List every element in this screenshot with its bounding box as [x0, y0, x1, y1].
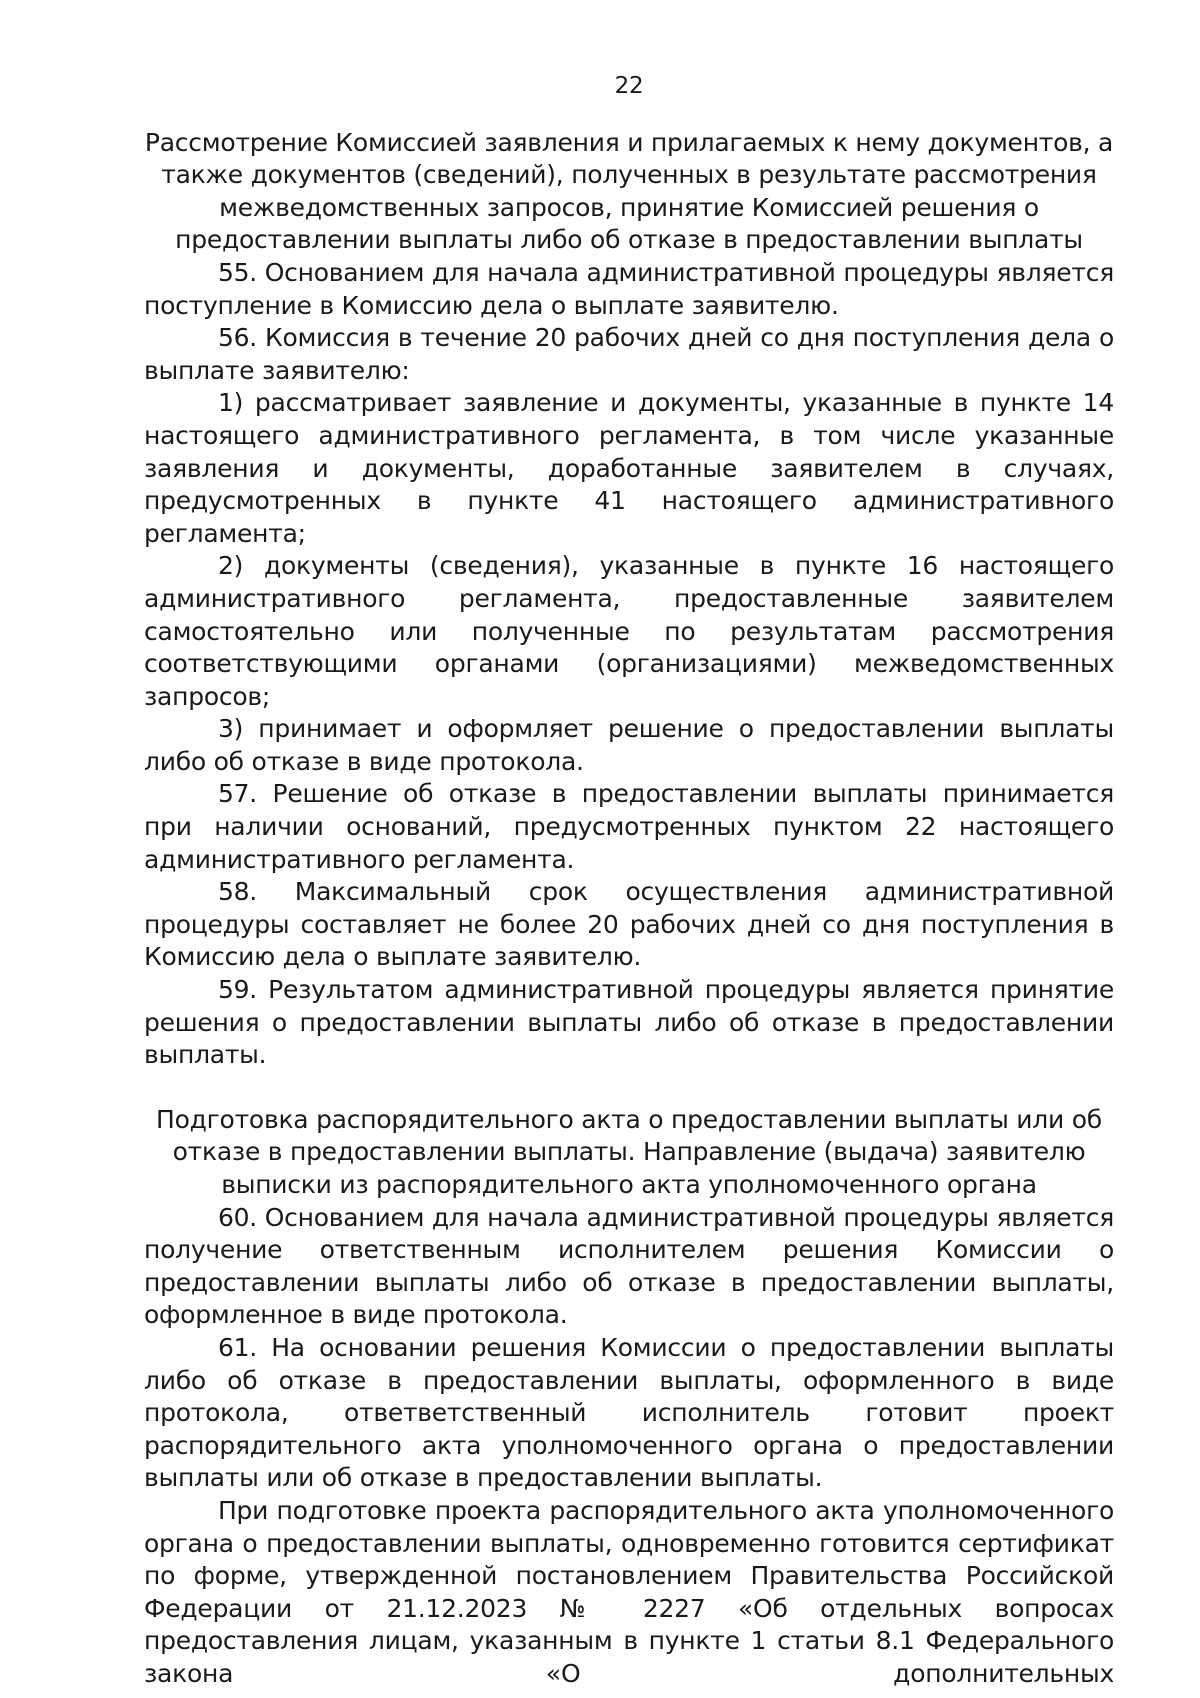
section-spacer: [144, 1072, 1114, 1104]
paragraph-56-item-2: 2) документы (сведения), указанные в пункте 16 настоящего административного регламента, предоставленные заявителем самостоятельно или полученные по результатам рассмотрения соответствующими органами (организациями) межведомственных запросов;: [144, 551, 1114, 711]
document-page: [144, 70, 1114, 1691]
paragraph-57: 57. Решение об отказе в предоставлении выплаты принимается при наличии оснований, предусмотренных пунктом 22 настоящего административного регламента.: [144, 779, 1114, 874]
paragraph-55: 55. Основанием для начала административной процедуры является поступление в Комиссию дела о выплате заявителю.: [144, 257, 1114, 320]
paragraph-56: 56. Комиссия в течение 20 рабочих дней со дня поступления дела о выплате заявителю:: [144, 323, 1114, 385]
paragraph-59: 59. Результатом административной процедуры является принятие решения о предоставлении выплаты либо об отказе в предоставлении выплаты.: [144, 975, 1114, 1070]
section-heading-act: Подготовка распорядительного акта о предоставлении выплаты или об отказе в предоставлении выплаты. Направление (выдача) заявителю выписки из распорядительного акта уполномоченного органа: [156, 1104, 1102, 1199]
paragraph-56-item-1: 1) рассматривает заявление и документы, указанные в пункте 14 настоящего административного регламента, в том числе указанные заявления и документы, доработанные заявителем в случаях, предусмотренных в пункте 41 настоящего административного регламента;: [144, 388, 1114, 548]
paragraph-61: 61. На основании решения Комиссии о предоставлении выплаты либо об отказе в предоставлении выплаты, оформленного в виде протокола, ответветственный исполнитель готовит проект распорядительного акта уполномоченного органа о предоставлении выплаты или об отказе в предоставлении выплаты.: [144, 1332, 1114, 1493]
page-number: 22: [614, 73, 644, 99]
paragraph-58: 58. Максимальный срок осуществления административной процедуры составляет не более 20 рабочих дней со дня поступления в Комиссию дела о выплате заявителю.: [144, 877, 1114, 972]
section-heading-review: Рассмотрение Комиссией заявления и прилагаемых к нему документов, а также документов (сведений), полученных в результате рассмотрения межведомственных запросов, принятие Комиссией решения о предоставлении выплаты либо об отказе в предоставлении выплаты: [144, 127, 1114, 255]
paragraph-56-item-3: 3) принимает и оформляет решение о предоставлении выплаты либо об отказе в виде протокола.: [144, 714, 1114, 776]
paragraph-60: 60. Основанием для начала административной процедуры является получение ответственным исполнителем решения Комиссии о предоставлении выплаты либо об отказе в предоставлении выплаты, оформленное в виде протокола.: [144, 1202, 1114, 1330]
paragraph-certificate: При подготовке проекта распорядительного акта уполномоченного органа о предоставлении выплаты, одновременно готовится сертификат по форме, утвержденной постановлением Правительства Российской Федерации от 21.12.2023 № 2227 «Об отдельных вопросах предоставления лицам, указанным в пункте 1 статьи 8.1 Федерального закона «О дополнительных: [144, 1495, 1114, 1688]
